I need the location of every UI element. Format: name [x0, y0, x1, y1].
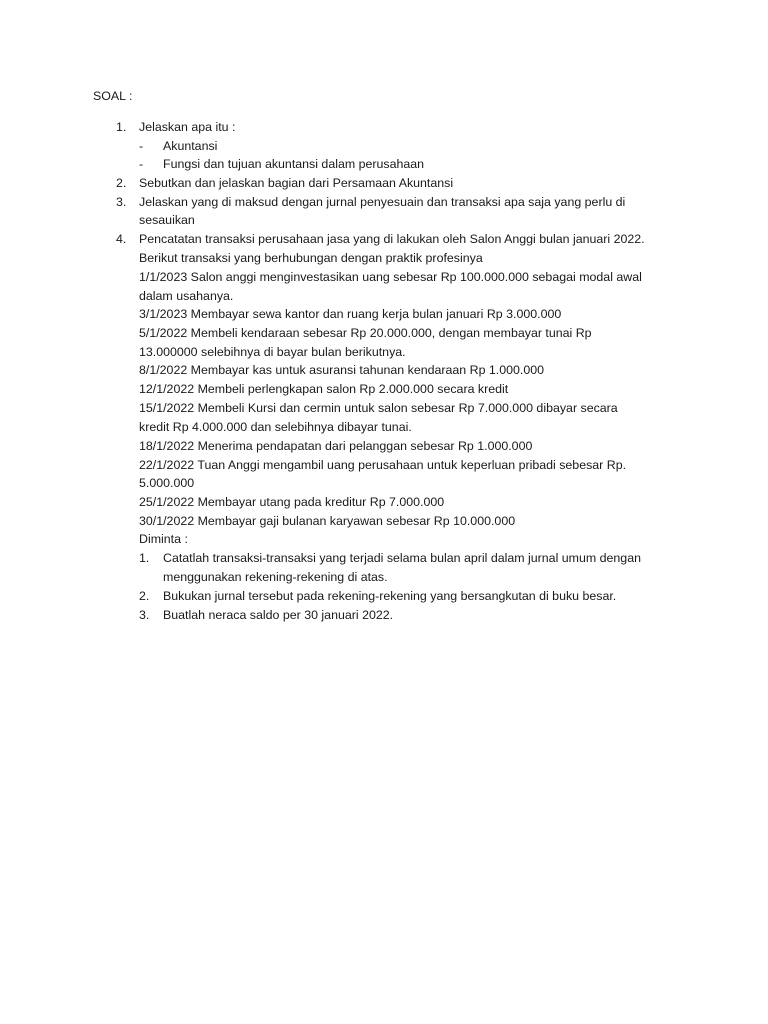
question-4-line: Berikut transaksi yang berhubungan dengan praktik profesinya: [139, 251, 483, 265]
subtask-1-number: 1.: [139, 551, 150, 565]
question-4-number: 4.: [116, 232, 127, 246]
subtask-2-number: 2.: [139, 589, 150, 603]
question-1-number: 1.: [116, 120, 127, 134]
diminta-label: Diminta :: [139, 532, 188, 546]
question-3-text: Jelaskan yang di maksud dengan jurnal penyesuain dan transaksi apa saja yang perlu di: [139, 195, 626, 209]
transaction-line: kredit Rp 4.000.000 dan selebihnya dibayar tunai.: [139, 420, 412, 434]
transaction-line: 12/1/2022 Membeli perlengkapan salon Rp 2.000.000 secara kredit: [139, 382, 509, 396]
question-3-number: 3.: [116, 195, 127, 209]
bullet-fungsi: Fungsi dan tujuan akuntansi dalam perusahaan: [163, 157, 425, 171]
question-2-text: Sebutkan dan jelaskan bagian dari Persamaan Akuntansi: [139, 176, 454, 190]
subtask-1-text: Catatlah transaksi-transaksi yang terjadi selama bulan april dalam jurnal umum dengan: [163, 551, 641, 565]
transaction-line: dalam usahanya.: [139, 289, 234, 303]
subtask-3-number: 3.: [139, 608, 150, 622]
question-4-intro: Pencatatan transaksi perusahaan jasa yang di lakukan oleh Salon Anggi bulan januari 2022.: [139, 232, 645, 246]
transaction-line: 3/1/2023 Membayar sewa kantor dan ruang kerja bulan januari Rp 3.000.000: [139, 307, 562, 321]
transaction-line: 5.000.000: [139, 476, 195, 490]
bullet-akuntansi: Akuntansi: [163, 139, 218, 153]
transaction-line: 25/1/2022 Membayar utang pada kreditur Rp 7.000.000: [139, 495, 445, 509]
question-2-number: 2.: [116, 176, 127, 190]
transaction-line: 30/1/2022 Membayar gaji bulanan karyawan sebesar Rp 10.000.000: [139, 514, 516, 528]
subtask-3-text: Buatlah neraca saldo per 30 januari 2022.: [163, 608, 394, 622]
transaction-line: 22/1/2022 Tuan Anggi mengambil uang perusahaan untuk keperluan pribadi sebesar Rp.: [139, 458, 627, 472]
transaction-line: 13.000000 selebihnya di bayar bulan berikutnya.: [139, 345, 406, 359]
bullet-dash: -: [139, 157, 144, 171]
bullet-dash: -: [139, 139, 144, 153]
transaction-line: 5/1/2022 Membeli kendaraan sebesar Rp 20.000.000, dengan membayar tunai Rp: [139, 326, 592, 340]
transaction-line: 1/1/2023 Salon anggi menginvestasikan uang sebesar Rp 100.000.000 sebagai modal awal: [139, 270, 642, 284]
question-3-text-cont: sesauikan: [139, 213, 195, 227]
subtask-1-text-cont: menggunakan rekening-rekening di atas.: [163, 570, 388, 584]
transaction-line: 18/1/2022 Menerima pendapatan dari pelanggan sebesar Rp 1.000.000: [139, 439, 533, 453]
transaction-line: 8/1/2022 Membayar kas untuk asuransi tahunan kendaraan Rp 1.000.000: [139, 363, 545, 377]
document-heading: SOAL :: [93, 89, 133, 103]
subtask-2-text: Bukukan jurnal tersebut pada rekening-rekening yang bersangkutan di buku besar.: [163, 589, 617, 603]
transaction-line: 15/1/2022 Membeli Kursi dan cermin untuk salon sebesar Rp 7.000.000 dibayar secara: [139, 401, 618, 415]
question-1-text: Jelaskan apa itu :: [139, 120, 236, 134]
